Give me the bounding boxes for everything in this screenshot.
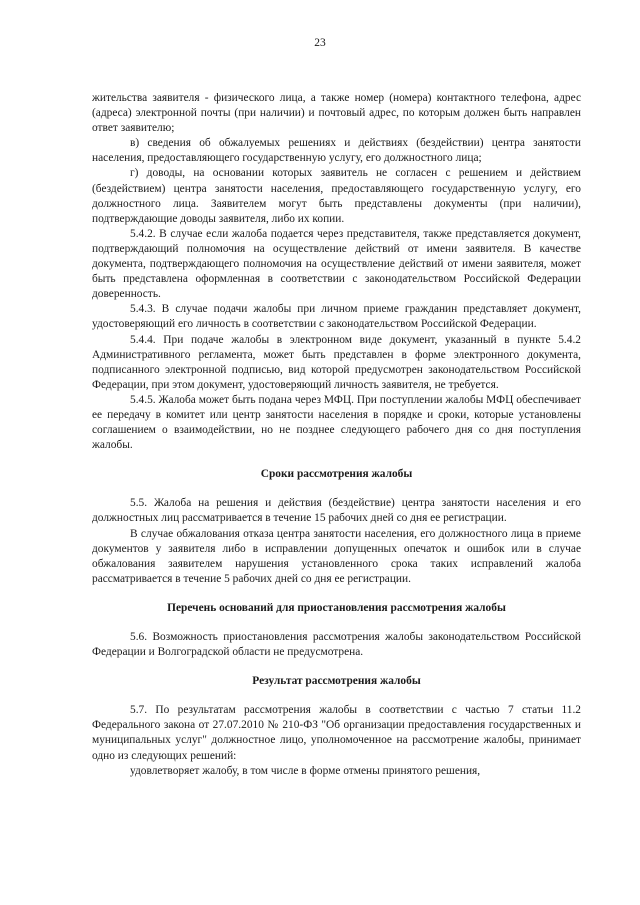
document-body	[92, 91, 581, 779]
paragraph: 5.4.3. В случае подачи жалобы при личном приеме гражданин представляет документ, удостоверяющий его личность в соответствии с законодательством Российской Федерации.	[92, 303, 581, 331]
paragraph: г) доводы, на основании которых заявитель не согласен с решением и действием (бездействием) центра занятости населения, предоставляющего государственную услугу, его должностного лица. Заявителем могут быть представлены документы (при наличии), подтверждающие доводы заявителя, либо их копии.	[92, 167, 581, 225]
paragraph: 5.6. Возможность приостановления рассмотрения жалобы законодательством Российской Федерации и Волгоградской области не предусмотрена.	[92, 631, 581, 659]
paragraph: удовлетворяет жалобу, в том числе в форме отмены принятого решения,	[130, 764, 481, 777]
paragraph: в) сведения об обжалуемых решениях и действиях (бездействии) центра занятости населения, предоставляющего государственную услугу, его должностного лица;	[92, 137, 581, 165]
paragraph: 5.4.4. При подаче жалобы в электронном виде документ, указанный в пункте 5.4.2 Административного регламента, может быть представлен в форме электронного документа, подписанного электронной подписью, вид которой предусмотрен законодательством Российской Федерации, при этом документ, удостоверяющий личность заявителя, не требуется.	[92, 333, 581, 391]
section-heading: Перечень оснований для приостановления рассмотрения жалобы	[167, 601, 506, 614]
paragraph: 5.7. По результатам рассмотрения жалобы в соответствии с частью 7 статьи 11.2 Федерального закона от 27.07.2010 № 210-ФЗ "Об организации предоставления государственных и муниципальных услуг" должностное лицо, уполномоченное на рассмотрение жалобы, принимает одно из следующих решений:	[92, 704, 581, 762]
section-heading: Результат рассмотрения жалобы	[252, 675, 421, 688]
paragraph: 5.5. Жалоба на решения и действия (бездействие) центра занятости населения и его должностных лиц рассматривается в течение 15 рабочих дней со дня ее регистрации.	[92, 497, 581, 525]
paragraph: 5.4.5. Жалоба может быть подана через МФЦ. При поступлении жалобы МФЦ обеспечивает ее передачу в комитет или центр занятости населения в порядке и сроки, которые установлены соглашением о взаимодействии, но не позднее следующего рабочего дня со дня поступления жалобы.	[92, 393, 581, 452]
paragraph: В случае обжалования отказа центра занятости населения, его должностного лица в приеме документов у заявителя либо в исправлении допущенных опечаток и ошибок или в случае обжалования заявителем нарушения установленного срока таких исправлений жалоба рассматривается в течение 5 рабочих дней со дня ее регистрации.	[92, 527, 581, 585]
page-number: 23	[314, 37, 326, 49]
paragraph: 5.4.2. В случае если жалоба подается через представителя, также представляется документ, подтверждающий полномочия на осуществление действий от имени заявителя. В качестве документа, подтверждающего полномочия на осуществление действий от имени заявителя, может быть представлена оформленная в соответствии с законодательством Российской Федерации доверенность.	[92, 227, 581, 301]
section-heading: Сроки рассмотрения жалобы	[260, 468, 413, 481]
paragraph: жительства заявителя - физического лица, а также номер (номера) контактного телефона, адрес (адреса) электронной почты (при наличии) и почтовый адрес, по которым должен быть направлен ответ заявителю;	[92, 92, 581, 135]
